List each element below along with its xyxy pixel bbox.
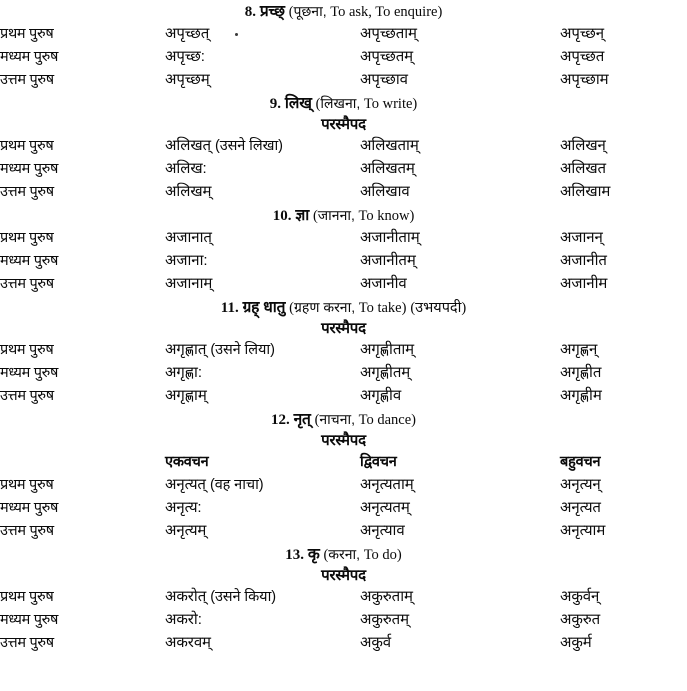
form-dual: अलिखताम् — [360, 137, 419, 154]
person-label: प्रथम पुरुष — [0, 230, 54, 246]
table-row — [0, 586, 687, 609]
table-row — [0, 23, 687, 46]
table-row — [0, 135, 687, 158]
corner-cell — [0, 451, 165, 474]
form-singular — [165, 474, 360, 497]
gloss-open-paren: ( — [288, 4, 294, 20]
table-row — [0, 362, 687, 385]
gloss-close-paren: ) — [437, 4, 443, 20]
person-label: उत्तम पुरुष — [0, 276, 54, 292]
form-plural: अकुर्वन् — [560, 588, 600, 605]
gloss-open-paren: ( — [314, 412, 320, 428]
verb-heading — [0, 543, 687, 566]
conjugation-table — [0, 23, 687, 92]
verb-gloss-english: To dance — [358, 412, 412, 428]
verb-gloss-english: To write — [363, 96, 413, 112]
form-plural: अगृह्णन् — [560, 341, 598, 358]
verb-root: लिख् — [284, 95, 312, 112]
form-singular — [165, 23, 360, 46]
form-singular-value: अनृत्यत् — [165, 476, 206, 493]
form-singular-value: अपृच्छम् — [165, 71, 210, 88]
verb-gloss-hindi: जानना, — [317, 207, 355, 223]
form-dual: अगृह्णीताम् — [360, 341, 415, 358]
form-singular — [165, 497, 360, 520]
person-label: उत्तम पुरुष — [0, 184, 54, 200]
form-dual: अपृच्छताम् — [360, 25, 417, 42]
form-singular-value: अकरो: — [165, 611, 202, 628]
gloss-close-paren: ) — [401, 300, 407, 316]
person-label: मध्यम पुरुष — [0, 500, 59, 516]
form-plural: अगृह्णीत — [560, 364, 602, 381]
person-label: मध्यम पुरुष — [0, 365, 59, 381]
verb-gloss — [323, 547, 401, 563]
person-label: मध्यम पुरुष — [0, 161, 59, 177]
form-plural: अजानीत — [560, 252, 607, 269]
verb-gloss — [315, 412, 416, 428]
form-singular-value: अगृह्णा: — [165, 364, 202, 381]
form-dual: अनृत्याव — [360, 522, 405, 539]
verb-gloss-english: To know — [358, 208, 410, 224]
table-row — [0, 181, 687, 204]
conjugation-table — [0, 339, 687, 408]
gloss-close-paren: ) — [411, 412, 416, 428]
table-row — [0, 227, 687, 250]
table-row — [0, 497, 687, 520]
form-singular — [165, 362, 360, 385]
pada-label: परस्मैपद — [321, 116, 366, 133]
conjugation-table — [0, 227, 687, 296]
form-singular — [165, 227, 360, 250]
verb-heading — [0, 408, 687, 431]
number-header-row — [0, 451, 687, 474]
table-row — [0, 273, 687, 296]
form-dual: अगृह्णीतम् — [360, 364, 411, 381]
verb-root: नृत् — [293, 411, 311, 428]
conjugation-table — [0, 451, 687, 543]
form-dual: अपृच्छाव — [360, 71, 408, 88]
person-label: प्रथम पुरुष — [0, 342, 54, 358]
table-row — [0, 158, 687, 181]
verb-number: 8. — [244, 4, 256, 20]
person-label: प्रथम पुरुष — [0, 477, 54, 493]
form-singular-value: अलिखम् — [165, 183, 212, 200]
verb-root: कृ — [307, 546, 320, 563]
form-plural: अपृच्छन् — [560, 25, 604, 42]
verb-number: 11. — [220, 300, 239, 316]
table-row — [0, 69, 687, 92]
form-singular-value: अनृत्य: — [165, 499, 202, 516]
person-label: प्रथम पुरुष — [0, 26, 54, 42]
stray-ink-dot — [235, 33, 238, 36]
header-singular: एकवचन — [165, 454, 209, 470]
table-row — [0, 474, 687, 497]
form-singular-value: अजानात् — [165, 229, 212, 246]
verb-gloss — [313, 208, 414, 224]
form-plural: अनृत्यन् — [560, 476, 601, 493]
form-plural: अपृच्छत — [560, 48, 605, 65]
form-singular-value: अनृत्यम् — [165, 522, 207, 539]
person-label: प्रथम पुरुष — [0, 589, 54, 605]
form-singular-value: अगृह्णाम् — [165, 387, 207, 404]
form-plural: अकुरुत — [560, 611, 601, 628]
form-singular-value: अलिख: — [165, 160, 207, 177]
form-plural: अजानीम — [560, 275, 608, 292]
verb-root: प्रच्छ् — [259, 3, 285, 20]
table-row — [0, 339, 687, 362]
form-dual: अलिखाव — [360, 183, 410, 200]
verb-gloss-english: To ask, To enquire — [330, 4, 438, 20]
table-row — [0, 520, 687, 543]
form-dual: अजानीतम् — [360, 252, 416, 269]
form-singular — [165, 158, 360, 181]
verb-number: 13. — [285, 547, 304, 563]
verb-number: 9. — [269, 96, 281, 112]
form-plural: अनृत्यत — [560, 499, 601, 516]
verb-root: ज्ञा — [295, 207, 310, 224]
gloss-close-paren: ) — [396, 547, 402, 563]
form-singular — [165, 69, 360, 92]
form-singular — [165, 609, 360, 632]
form-plural: अनृत्याम — [560, 522, 606, 539]
form-plural: अलिखत — [560, 160, 606, 177]
person-label: मध्यम पुरुष — [0, 612, 59, 628]
conjugation-table — [0, 135, 687, 204]
form-plural: अलिखन् — [560, 137, 606, 154]
form-singular-value: अकरवम् — [165, 634, 211, 651]
verb-gloss-hindi: ग्रहण करना, — [293, 299, 356, 315]
form-singular — [165, 135, 360, 158]
verb-heading — [0, 296, 687, 319]
form-singular — [165, 273, 360, 296]
gloss-open-paren: ( — [289, 300, 294, 316]
form-singular-value: अपृच्छ: — [165, 48, 205, 65]
form-singular-value: अगृह्णात् — [165, 341, 207, 358]
form-singular — [165, 181, 360, 204]
verb-gloss-english: To do — [363, 547, 397, 563]
verb-number: 12. — [271, 412, 290, 428]
person-label: उत्तम पुरुष — [0, 635, 54, 651]
verb-gloss-english: To take — [358, 300, 402, 316]
person-label: मध्यम पुरुष — [0, 49, 59, 65]
verb-gloss — [289, 4, 443, 20]
form-singular — [165, 385, 360, 408]
form-singular-value: अपृच्छत् — [165, 25, 210, 42]
form-dual: अकुरुताम् — [360, 588, 413, 605]
form-singular — [165, 250, 360, 273]
verb-heading — [0, 92, 687, 115]
form-singular-value: अजाना: — [165, 252, 208, 269]
table-row — [0, 609, 687, 632]
verb-gloss — [316, 96, 418, 112]
gloss-open-paren: ( — [315, 96, 321, 112]
gloss-open-paren: ( — [312, 208, 318, 224]
form-singular-value: अलिखत् — [165, 137, 211, 154]
person-label: उत्तम पुरुष — [0, 523, 54, 539]
form-plural: अकुर्म — [560, 634, 592, 651]
form-singular-value: अजानाम् — [165, 275, 213, 292]
verb-heading — [0, 204, 687, 227]
form-singular — [165, 46, 360, 69]
form-singular — [165, 586, 360, 609]
gloss-open-paren: ( — [323, 547, 329, 563]
verb-root: ग्रह् धातु — [242, 299, 286, 316]
person-label: उत्तम पुरुष — [0, 72, 54, 88]
verb-gloss-hindi: लिखना, — [320, 95, 361, 111]
form-plural: अगृह्णीम — [560, 387, 602, 404]
verb-section — [0, 92, 687, 204]
header-plural: बहुवचन — [560, 454, 601, 470]
header-dual: द्विवचन — [360, 454, 397, 470]
gloss-close-paren: ) — [412, 96, 418, 112]
verb-pada-note: (उभयपदी) — [410, 300, 467, 316]
verb-section — [0, 0, 687, 92]
form-singular — [165, 339, 360, 362]
gloss-close-paren: ) — [409, 208, 415, 224]
pada-label: परस्मैपद — [321, 567, 366, 584]
form-plural: अलिखाम — [560, 183, 611, 200]
form-singular-value: अकरोत् — [165, 588, 207, 605]
verb-section — [0, 296, 687, 408]
person-label: मध्यम पुरुष — [0, 253, 59, 269]
form-dual: अगृह्णीव — [360, 387, 402, 404]
form-dual: अजानीव — [360, 275, 407, 292]
table-row — [0, 632, 687, 655]
form-singular — [165, 520, 360, 543]
form-singular-gloss: (उसने लिखा) — [215, 138, 283, 154]
conjugation-table — [0, 586, 687, 655]
form-dual: अनृत्यतम् — [360, 499, 410, 516]
verb-heading — [0, 0, 687, 23]
verb-gloss-hindi: करना, — [328, 546, 361, 562]
verb-gloss-hindi: पूछना, — [293, 3, 327, 19]
pada-label: परस्मैपद — [321, 320, 366, 337]
verb-section — [0, 408, 687, 543]
form-dual: अनृत्यताम् — [360, 476, 414, 493]
table-row — [0, 46, 687, 69]
person-label: उत्तम पुरुष — [0, 388, 54, 404]
verb-number: 10. — [272, 208, 292, 224]
table-row — [0, 385, 687, 408]
verb-section — [0, 204, 687, 296]
form-dual: अकुर्व — [360, 634, 392, 651]
person-label: प्रथम पुरुष — [0, 138, 54, 154]
form-dual: अकुरुतम् — [360, 611, 409, 628]
form-singular-gloss: (उसने किया) — [210, 589, 276, 605]
form-dual: अजानीताम् — [360, 229, 420, 246]
form-dual: अलिखतम् — [360, 160, 415, 177]
verb-gloss — [289, 300, 406, 316]
verb-section — [0, 543, 687, 655]
verb-gloss-hindi: नाचना, — [319, 411, 355, 427]
form-singular — [165, 632, 360, 655]
form-plural: अपृच्छाम — [560, 71, 609, 88]
form-singular-gloss: (उसने लिया) — [210, 342, 275, 358]
form-dual: अपृच्छतम् — [360, 48, 414, 65]
pada-label: परस्मैपद — [321, 432, 366, 449]
form-plural: अजानन् — [560, 229, 603, 246]
table-row — [0, 250, 687, 273]
form-singular-gloss: (वह नाचा) — [209, 477, 264, 493]
